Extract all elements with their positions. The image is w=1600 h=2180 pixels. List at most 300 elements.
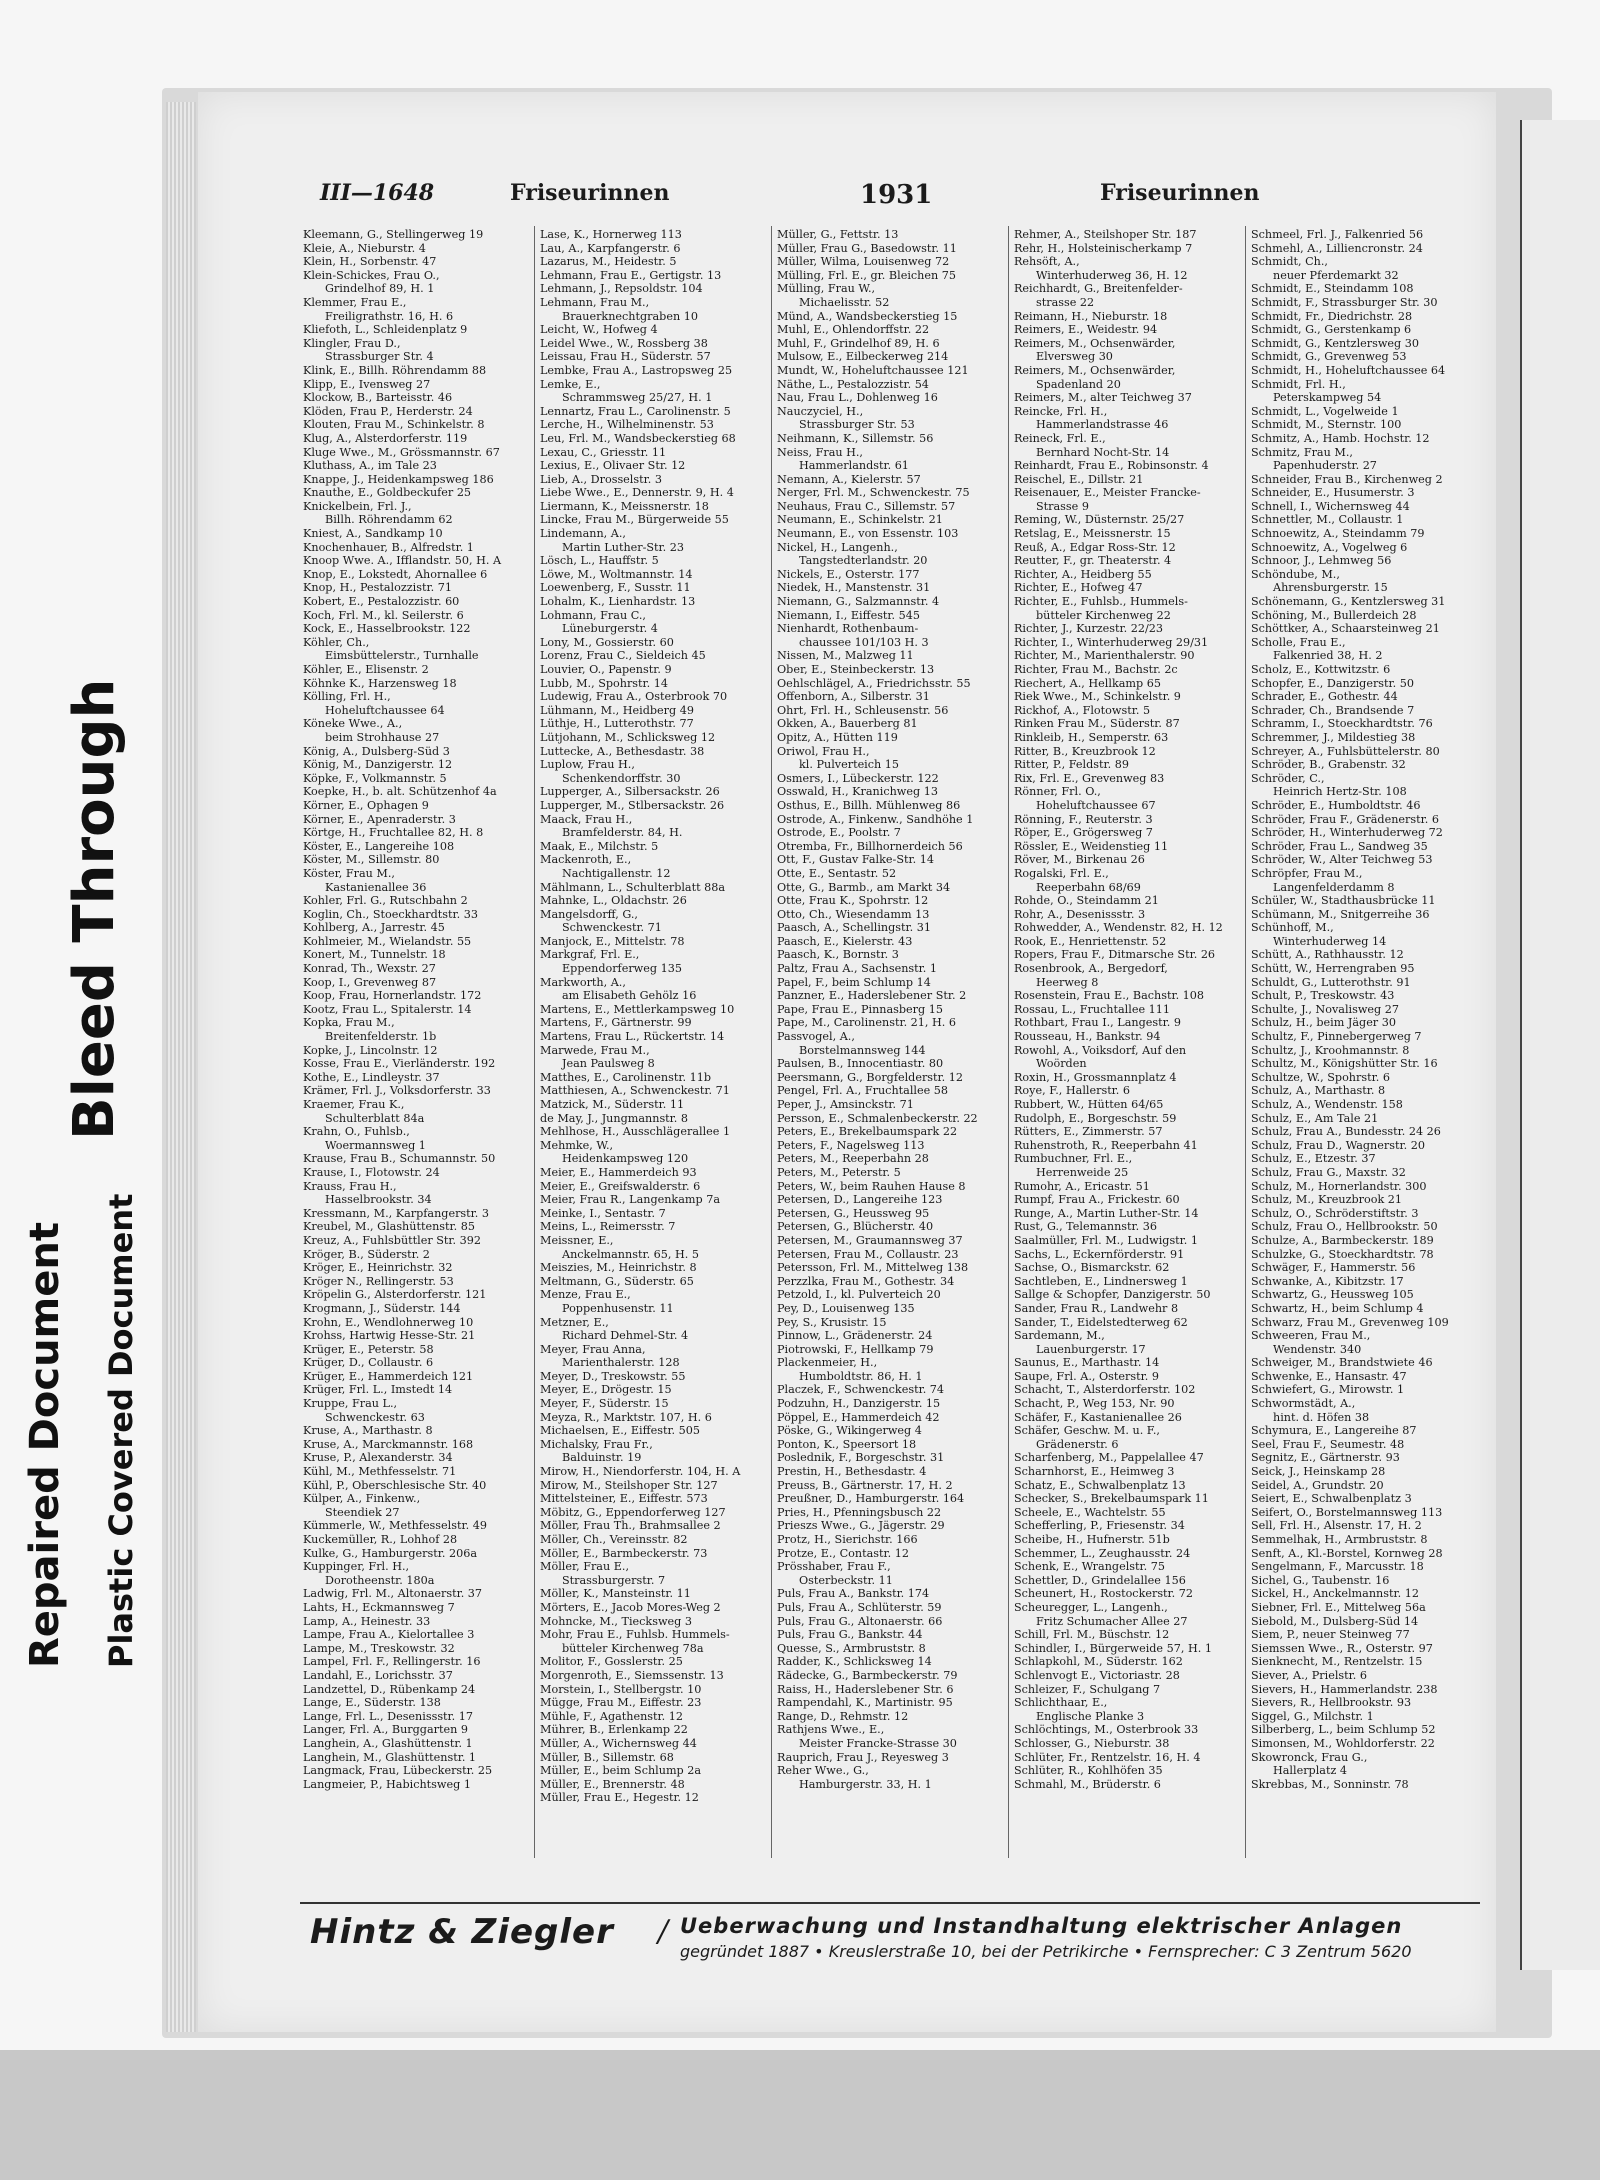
listing-entry: Lütjohann, M., Schlicksweg 12 bbox=[540, 730, 716, 744]
listing-entry: Markworth, A., bbox=[540, 975, 626, 989]
listing-entry: Quesse, S., Armbruststr. 8 bbox=[777, 1641, 926, 1655]
listing-entry: Pöppel, E., Hammerdeich 42 bbox=[777, 1410, 940, 1424]
listing-entry: Siebold, M., Dulsberg-Süd 14 bbox=[1251, 1614, 1419, 1628]
listing-entry: Schlosser, G., Nieburstr. 38 bbox=[1014, 1736, 1170, 1750]
listing-entry: Knochenhauer, B., Alfredstr. 1 bbox=[303, 540, 474, 554]
listing-entry: Mangelsdorff, G., bbox=[540, 907, 638, 921]
listing-entry: Mehlhose, H., Ausschlägerallee 1 bbox=[540, 1125, 731, 1139]
listing-entry: Kopka, Frau M., bbox=[303, 1016, 395, 1030]
listing-entry: Konrad, Th., Wexstr. 27 bbox=[303, 962, 436, 976]
listing-entry: Schwenke, E., Hansastr. 47 bbox=[1251, 1369, 1407, 1383]
listing-continuation: Osterbeckstr. 11 bbox=[799, 1573, 893, 1587]
listing-entry: Schnoewitz, A., Vogelweg 6 bbox=[1251, 540, 1408, 554]
listing-continuation: Bramfelderstr. 84, H. bbox=[562, 826, 683, 840]
listing-continuation: Martin Luther-Str. 23 bbox=[562, 540, 685, 554]
listing-entry: Kruse, P., Alexanderstr. 34 bbox=[303, 1451, 453, 1465]
listing-continuation: kl. Pulverteich 15 bbox=[799, 758, 900, 772]
listing-entry: Kohlberg, A., Jarrestr. 45 bbox=[303, 921, 445, 935]
listing-entry: Kreubel, M., Glashüttenstr. 85 bbox=[303, 1220, 475, 1234]
listing-entry: Näthe, L., Pestalozzistr. 54 bbox=[777, 377, 929, 391]
listing-entry: Reher Wwe., G., bbox=[777, 1764, 869, 1778]
listing-entry: Rowohl, A., Voiksdorf, Auf den bbox=[1014, 1043, 1187, 1057]
listing-continuation: Spadenland 20 bbox=[1036, 377, 1121, 391]
listing-entry: Schröder, C., bbox=[1251, 771, 1325, 785]
listing-entry: Siever, A., Prielstr. 6 bbox=[1251, 1668, 1368, 1682]
listing-entry: Schulz, Frau O., Hellbrookstr. 50 bbox=[1251, 1220, 1438, 1234]
listing-entry: Schmitz, Frau M., bbox=[1251, 445, 1353, 459]
listing-entry: Seifert, O., Borstelmannsweg 113 bbox=[1251, 1505, 1443, 1519]
listing-entry: Prestin, H., Bethesdastr. 4 bbox=[777, 1465, 927, 1479]
listing-entry: Nauczyciel, H., bbox=[777, 404, 864, 418]
listing-entry: Sievers, H., Hammerlandstr. 238 bbox=[1251, 1682, 1438, 1696]
listing-entry: Nickel, H., Langenh., bbox=[777, 540, 898, 554]
listing-entry: Kröger, E., Heinrichstr. 32 bbox=[303, 1261, 453, 1275]
header-year: 1931 bbox=[860, 180, 933, 210]
listing-continuation: Brauerknechtgraben 10 bbox=[562, 309, 698, 323]
listing-entry: Louvier, O., Papenstr. 9 bbox=[540, 663, 672, 676]
listing-entry: Schmitz, A., Hamb. Hochstr. 12 bbox=[1251, 431, 1430, 445]
listing-entry: Schäfer, F., Kastanienallee 26 bbox=[1014, 1410, 1182, 1424]
listing-entry: Morstein, I., Stellbergstr. 10 bbox=[540, 1682, 702, 1696]
listing-entry: Schwarz, Frau M., Grevenweg 109 bbox=[1251, 1315, 1449, 1329]
listing-continuation: Freiligrathstr. 16, H. 6 bbox=[325, 309, 454, 323]
listing-entry: Rinken Frau M., Süderstr. 87 bbox=[1014, 717, 1180, 731]
listing-continuation: chaussee 101/103 H. 3 bbox=[799, 635, 929, 649]
listing-entry: Persson, E., Schmalenbeckerstr. 22 bbox=[777, 1111, 978, 1125]
listing-entry: Martens, E., Mettlerkampsweg 10 bbox=[540, 1002, 735, 1016]
listing-entry: Seiert, E., Schwalbenplatz 3 bbox=[1251, 1492, 1412, 1506]
listing-entry: Röper, E., Grögersweg 7 bbox=[1014, 826, 1153, 840]
listing-entry: Klipp, E., Ivensweg 27 bbox=[303, 377, 431, 391]
listing-entry: Rosenstein, Frau E., Bachstr. 108 bbox=[1014, 989, 1205, 1003]
listing-continuation: Strassburger Str. 53 bbox=[799, 418, 915, 432]
listing-continuation: Hammerlandstrasse 46 bbox=[1036, 418, 1169, 432]
listing-entry: Klöden, Frau P., Herderstr. 24 bbox=[303, 404, 473, 418]
listing-entry: Sallge & Schopfer, Danzigerstr. 50 bbox=[1014, 1288, 1211, 1302]
listing-entry: Schneider, Frau B., Kirchenweg 2 bbox=[1251, 472, 1443, 486]
listing-entry: Schulz, M., Kreuzbrook 21 bbox=[1251, 1193, 1403, 1207]
listing-entry: Kölling, Frl. H., bbox=[303, 690, 391, 704]
ad-details: gegründet 1887 • Kreuslerstraße 10, bei der Petrikirche • Fernsprecher: C 3 Zentrum 5620 bbox=[680, 1942, 1412, 1961]
listing-continuation: Marienthalerstr. 128 bbox=[562, 1356, 680, 1370]
listing-entry: Schröder, Frau F., Grädenerstr. 6 bbox=[1251, 812, 1439, 826]
listing-entry: Krüger, Frl. L., Imstedt 14 bbox=[303, 1383, 453, 1397]
listing-entry: Knappe, J., Heidenkampsweg 186 bbox=[303, 472, 494, 486]
listing-entry: Lerche, H., Wilhelminenstr. 53 bbox=[540, 418, 714, 432]
listing-entry: Paasch, K., Bornstr. 3 bbox=[777, 948, 899, 962]
listing-entry: Kohlmeier, M., Wielandstr. 55 bbox=[303, 934, 472, 948]
listing-continuation: Humboldtstr. 86, H. 1 bbox=[799, 1369, 923, 1383]
directory-column-5 bbox=[1251, 228, 1477, 1858]
listing-entry: Pey, D., Louisenweg 135 bbox=[777, 1301, 915, 1315]
listing-entry: Kopke, J., Lincolnstr. 12 bbox=[303, 1043, 438, 1057]
listing-entry: Rix, Frl. E., Grevenweg 83 bbox=[1014, 771, 1165, 785]
listing-entry: Richter, A., Heidberg 55 bbox=[1014, 567, 1152, 581]
listing-entry: Müller, E., Brennerstr. 48 bbox=[540, 1777, 685, 1791]
listing-entry: Schöndube, M., bbox=[1251, 567, 1340, 581]
directory-column-4 bbox=[1014, 228, 1240, 1858]
listing-entry: Rehr, H., Holsteinischerkamp 7 bbox=[1014, 241, 1193, 255]
bleed-through-label: Bleed Through bbox=[62, 678, 127, 1140]
listing-entry: Reischel, E., Dillstr. 21 bbox=[1014, 472, 1144, 486]
listing-entry: Köhler, E., Elisenstr. 2 bbox=[303, 663, 429, 676]
listing-entry: Sickel, H., Anckelmannstr. 12 bbox=[1251, 1587, 1419, 1601]
ad-brand: Hintz & Ziegler bbox=[310, 1912, 614, 1952]
listing-entry: Martens, Frau L., Rückertstr. 14 bbox=[540, 1030, 725, 1044]
column-divider bbox=[1245, 226, 1246, 1858]
listing-entry: Scholz, E., Kottwitzstr. 6 bbox=[1251, 663, 1391, 676]
listing-entry: Prösshaber, Frau F., bbox=[777, 1560, 891, 1574]
listing-entry: Lamp, A., Heinestr. 33 bbox=[303, 1614, 431, 1628]
listing-entry: Paasch, E., Kielerstr. 43 bbox=[777, 934, 913, 948]
listing-continuation: Winterhuderweg 36, H. 12 bbox=[1036, 268, 1188, 282]
listing-entry: Schulz, A., Wendenstr. 158 bbox=[1251, 1098, 1403, 1111]
listing-entry: Schröder, B., Grabenstr. 32 bbox=[1251, 758, 1406, 772]
listing-entry: Scheunert, H., Rostockerstr. 72 bbox=[1014, 1587, 1194, 1601]
listing-entry: Schulz, O., Schröderstiftstr. 3 bbox=[1251, 1206, 1419, 1220]
listing-entry: Meyer, E., Drögestr. 15 bbox=[540, 1383, 672, 1397]
listing-entry: Pey, S., Krusistr. 15 bbox=[777, 1315, 887, 1329]
listing-entry: Markgraf, Frl. E., bbox=[540, 948, 640, 962]
listing-entry: Krogmann, J., Süderstr. 144 bbox=[303, 1301, 461, 1315]
listing-entry: Simonsen, M., Wohldorferstr. 22 bbox=[1251, 1736, 1435, 1750]
listing-entry: Peters, M., Reeperbahn 28 bbox=[777, 1152, 929, 1166]
listing-entry: Schütt, W., Herrengraben 95 bbox=[1251, 962, 1415, 976]
page-stack-edges bbox=[166, 102, 196, 2032]
listing-entry: Krüger, E., Hammerdeich 121 bbox=[303, 1369, 474, 1383]
listing-entry: Reinhardt, Frau E., Robinsonstr. 4 bbox=[1014, 459, 1209, 473]
listing-continuation: Wendenstr. 340 bbox=[1273, 1342, 1362, 1356]
listing-continuation: Winterhuderweg 14 bbox=[1273, 934, 1387, 948]
listing-entry: Reincke, Frl. H., bbox=[1014, 404, 1108, 418]
listing-entry: Koglin, Ch., Stoeckhardtstr. 33 bbox=[303, 907, 479, 921]
listing-continuation: Hasselbrookstr. 34 bbox=[325, 1193, 432, 1207]
listing-entry: Schefferling, P., Friesenstr. 34 bbox=[1014, 1519, 1185, 1533]
listing-entry: Kleemann, G., Stellingerweg 19 bbox=[303, 228, 484, 241]
repaired-document-label: Repaired Document bbox=[22, 1222, 68, 1668]
listing-entry: Röver, M., Birkenau 26 bbox=[1014, 853, 1145, 867]
listing-entry: Meins, L., Reimersstr. 7 bbox=[540, 1220, 676, 1234]
listing-continuation: Elversweg 30 bbox=[1036, 350, 1113, 364]
listing-entry: Muhl, F., Grindelhof 89, H. 6 bbox=[777, 336, 940, 350]
listing-entry: Knauthe, E., Goldbeckufer 25 bbox=[303, 486, 472, 500]
listing-entry: Möller, K., Mansteinstr. 11 bbox=[540, 1587, 691, 1601]
listing-entry: Poslednik, F., Borgeschstr. 31 bbox=[777, 1451, 945, 1465]
listing-entry: Rothbart, Frau I., Langestr. 9 bbox=[1014, 1016, 1181, 1030]
listing-entry: Lange, E., Süderstr. 138 bbox=[303, 1696, 441, 1710]
listing-entry: Nemann, A., Kielerstr. 57 bbox=[777, 472, 921, 486]
listing-entry: Kosse, Frau E., Vierländerstr. 192 bbox=[303, 1057, 496, 1071]
listing-entry: Meissner, E., bbox=[540, 1233, 614, 1247]
listing-entry: Scheele, E., Wachtelstr. 55 bbox=[1014, 1505, 1166, 1519]
listing-entry: Matthes, E., Carolinenstr. 11b bbox=[540, 1070, 711, 1084]
listing-entry: Kressmann, M., Karpfangerstr. 3 bbox=[303, 1206, 490, 1220]
listing-entry: Kothe, E., Lindleystr. 37 bbox=[303, 1070, 440, 1084]
listing-entry: Köhnke K., Harzensweg 18 bbox=[303, 676, 457, 690]
listing-entry: Kreuz, A., Fuhlsbüttler Str. 392 bbox=[303, 1233, 481, 1247]
listing-entry: Schmidt, H., Hoheluftchaussee 64 bbox=[1251, 363, 1446, 377]
listing-entry: Protze, E., Contastr. 12 bbox=[777, 1546, 909, 1560]
directory-column-1 bbox=[303, 228, 529, 1858]
listing-entry: Schmeel, Frl. J., Falkenried 56 bbox=[1251, 228, 1424, 241]
listing-entry: Müller, A., Wichernsweg 44 bbox=[540, 1736, 697, 1750]
listing-entry: Silberberg, L., beim Schlump 52 bbox=[1251, 1723, 1436, 1737]
listing-entry: Reineck, Frl. E., bbox=[1014, 431, 1106, 445]
listing-entry: Neumann, E., Schinkelstr. 21 bbox=[777, 513, 943, 527]
listing-entry: Petersen, G., Heussweg 95 bbox=[777, 1206, 930, 1220]
listing-entry: Ropers, Frau F., Ditmarsche Str. 26 bbox=[1014, 948, 1216, 962]
listing-entry: Schulz, M., Hornerlandstr. 300 bbox=[1251, 1179, 1427, 1193]
listing-entry: Reichhardt, G., Breitenfelder- bbox=[1014, 282, 1183, 296]
listing-entry: Saunus, E., Marthastr. 14 bbox=[1014, 1356, 1160, 1370]
listing-entry: Petersen, D., Langereihe 123 bbox=[777, 1193, 943, 1207]
listing-entry: Lazarus, M., Heidestr. 5 bbox=[540, 255, 677, 269]
listing-entry: Rathjens Wwe., E., bbox=[777, 1723, 885, 1737]
listing-entry: Schlüter, R., Kohlhöfen 35 bbox=[1014, 1764, 1163, 1778]
listing-entry: Paasch, A., Schellingstr. 31 bbox=[777, 921, 931, 935]
listing-entry: Siebner, Frl. E., Mittelweg 56a bbox=[1251, 1600, 1426, 1614]
listing-entry: Ladwig, Frl. M., Altonaerstr. 37 bbox=[303, 1587, 483, 1601]
listing-entry: Müller, Wilma, Louisenweg 72 bbox=[777, 255, 950, 269]
listing-entry: de May, J., Jungmannstr. 8 bbox=[540, 1111, 689, 1125]
header-title-left: Friseurinnen bbox=[510, 180, 670, 206]
listing-entry: Rehsöft, A., bbox=[1014, 255, 1080, 269]
listing-entry: Reutter, F., gr. Theaterstr. 4 bbox=[1014, 554, 1172, 568]
listing-continuation: Poppenhusenstr. 11 bbox=[562, 1301, 674, 1315]
listing-entry: Schultz, F., Pinnebergerweg 7 bbox=[1251, 1030, 1422, 1044]
listing-entry: Külper, A., Finkenw., bbox=[303, 1492, 421, 1506]
listing-entry: Schüler, W., Stadthausbrücke 11 bbox=[1251, 894, 1436, 908]
listing-entry: Petzold, I., kl. Pulverteich 20 bbox=[777, 1288, 941, 1302]
listing-entry: Neuhaus, Frau C., Sillemstr. 57 bbox=[777, 499, 956, 513]
listing-entry: Kuppinger, Frl. H., bbox=[303, 1560, 410, 1574]
listing-entry: Langmeier, P., Habichtsweg 1 bbox=[303, 1777, 471, 1791]
listing-continuation: Michaelisstr. 52 bbox=[799, 295, 890, 309]
listing-entry: Leissau, Frau H., Süderstr. 57 bbox=[540, 350, 711, 364]
listing-entry: Scharfenberg, M., Pappelallee 47 bbox=[1014, 1451, 1204, 1465]
listing-entry: Lühmann, M., Heidberg 49 bbox=[540, 703, 694, 717]
listing-entry: Michaelsen, E., Eiffestr. 505 bbox=[540, 1424, 701, 1438]
listing-entry: Rudolph, E., Borgeschstr. 59 bbox=[1014, 1111, 1177, 1125]
listing-entry: Pries, H., Pfenningsbusch 22 bbox=[777, 1505, 942, 1519]
listing-entry: Petersen, Frau M., Collaustr. 23 bbox=[777, 1247, 959, 1261]
listing-entry: Mehmke, W., bbox=[540, 1138, 614, 1152]
listing-entry: Rousseau, H., Bankstr. 94 bbox=[1014, 1030, 1161, 1044]
listing-entry: Segnitz, E., Gärtnerstr. 93 bbox=[1251, 1451, 1400, 1465]
listing-entry: Koepke, H., b. alt. Schützenhof 4a bbox=[303, 785, 497, 799]
listing-entry: Meier, E., Greifswalderstr. 6 bbox=[540, 1179, 701, 1193]
listing-entry: Sienknecht, M., Rentzelstr. 15 bbox=[1251, 1655, 1423, 1669]
listing-entry: Langmack, Frau, Lübeckerstr. 25 bbox=[303, 1764, 493, 1778]
listing-entry: Ohrt, Frl. H., Schleusenstr. 56 bbox=[777, 703, 949, 717]
listing-entry: Paltz, Frau A., Sachsenstr. 1 bbox=[777, 962, 938, 976]
listing-entry: Klingler, Frau D., bbox=[303, 336, 401, 350]
listing-entry: Mahnke, L., Oldachstr. 26 bbox=[540, 894, 687, 908]
listing-entry: Richter, I., Winterhuderweg 29/31 bbox=[1014, 635, 1209, 649]
listing-continuation: Reeperbahn 68/69 bbox=[1036, 880, 1141, 894]
listing-entry: Lohalm, K., Lienhardstr. 13 bbox=[540, 595, 696, 609]
listing-entry: Rubbert, W., Hütten 64/65 bbox=[1014, 1098, 1164, 1111]
listing-entry: Schwäger, F., Hammerstr. 56 bbox=[1251, 1261, 1416, 1275]
listing-entry: Schröder, W., Alter Teichweg 53 bbox=[1251, 853, 1433, 867]
listing-continuation: Eimsbüttelerstr., Turnhalle bbox=[325, 649, 479, 663]
listing-entry: Richter, M., Marienthalerstr. 90 bbox=[1014, 649, 1195, 663]
listing-entry: Meyer, Frau Anna, bbox=[540, 1342, 646, 1356]
listing-entry: Kuckemüller, R., Lohhof 28 bbox=[303, 1533, 458, 1546]
listing-entry: Kootz, Frau L., Spitalerstr. 14 bbox=[303, 1002, 472, 1016]
listing-entry: Schröder, Frau L., Sandweg 35 bbox=[1251, 839, 1428, 853]
listing-entry: Lampe, Frau A., Kielortallee 3 bbox=[303, 1628, 475, 1642]
listing-entry: Lange, Frl. L., Desenissstr. 17 bbox=[303, 1709, 474, 1723]
listing-entry: Liermann, K., Meissnerstr. 18 bbox=[540, 499, 709, 513]
listing-entry: Rinkleib, H., Semperstr. 63 bbox=[1014, 730, 1169, 744]
listing-entry: Schymura, E., Langereihe 87 bbox=[1251, 1424, 1417, 1438]
listing-entry: Prieszs Wwe., G., Jägerstr. 29 bbox=[777, 1519, 945, 1533]
listing-entry: Reimann, H., Nieburstr. 18 bbox=[1014, 309, 1168, 323]
listing-entry: Peters, W., beim Rauhen Hause 8 bbox=[777, 1179, 966, 1193]
listing-entry: Nickels, E., Osterstr. 177 bbox=[777, 567, 920, 581]
listing-entry: Mulsow, E., Eilbeckerweg 214 bbox=[777, 350, 949, 364]
listing-entry: Lincke, Frau M., Bürgerweide 55 bbox=[540, 513, 729, 527]
column-divider bbox=[534, 226, 535, 1858]
listing-entry: Preuss, B., Gärtnerstr. 17, H. 2 bbox=[777, 1478, 953, 1492]
listing-continuation: Bernhard Nocht-Str. 14 bbox=[1036, 445, 1170, 459]
listing-entry: Rohde, O., Steindamm 21 bbox=[1014, 894, 1159, 908]
listing-entry: Maak, E., Milchstr. 5 bbox=[540, 839, 659, 853]
listing-continuation: Englische Planke 3 bbox=[1036, 1709, 1145, 1723]
listing-entry: Knickelbein, Frl. J., bbox=[303, 499, 412, 513]
listing-entry: Mülling, Frl. E., gr. Bleichen 75 bbox=[777, 268, 956, 282]
listing-entry: Schweeren, Frau M., bbox=[1251, 1329, 1371, 1343]
page-header bbox=[320, 180, 1260, 210]
listing-entry: Rust, G., Telemannstr. 36 bbox=[1014, 1220, 1157, 1234]
listing-entry: Schmidt, Fr., Diedrichstr. 28 bbox=[1251, 309, 1413, 323]
listing-continuation: Lüneburgerstr. 4 bbox=[562, 622, 658, 636]
listing-entry: Scheibe, H., Hufnerstr. 51b bbox=[1014, 1533, 1170, 1546]
listing-continuation: strasse 22 bbox=[1036, 295, 1095, 309]
listing-continuation: Steendiek 27 bbox=[325, 1505, 400, 1519]
listing-entry: Lennartz, Frau L., Carolinenstr. 5 bbox=[540, 404, 731, 418]
listing-entry: Krause, Frau B., Schumannstr. 50 bbox=[303, 1152, 496, 1166]
listing-continuation: Eppendorferweg 135 bbox=[562, 962, 682, 976]
listing-entry: Knoop Wwe. A., Ifflandstr. 50, H. A bbox=[303, 554, 502, 568]
listing-entry: Müller, G., Fettstr. 13 bbox=[777, 228, 899, 241]
listing-entry: Reimers, M., Ochsenwärder, bbox=[1014, 336, 1176, 350]
listing-entry: Köster, M., Sillemstr. 80 bbox=[303, 853, 440, 867]
listing-entry: Schecker, S., Brekelbaumspark 11 bbox=[1014, 1492, 1209, 1506]
listing-entry: Lexau, C., Griesstr. 11 bbox=[540, 445, 667, 459]
listing-entry: Klemmer, Frau E., bbox=[303, 295, 407, 309]
listing-entry: Reuß, A., Edgar Ross-Str. 12 bbox=[1014, 540, 1176, 554]
listing-entry: Rädecke, G., Barmbeckerstr. 79 bbox=[777, 1668, 958, 1682]
column-divider bbox=[771, 226, 772, 1858]
listing-entry: Rohwedder, A., Wendenstr. 82, H. 12 bbox=[1014, 921, 1223, 935]
listing-entry: Rogalski, Frl. E., bbox=[1014, 866, 1109, 880]
ad-separator: / bbox=[658, 1914, 669, 1949]
listing-continuation: Kastanienallee 36 bbox=[325, 880, 427, 894]
listing-entry: Schönemann, G., Kentzlersweg 31 bbox=[1251, 595, 1446, 609]
listing-entry: Rönner, Frl. O., bbox=[1014, 785, 1101, 799]
listing-entry: Semmelhak, H., Armbruststr. 8 bbox=[1251, 1533, 1428, 1546]
listing-entry: Schlöchtings, M., Osterbrook 33 bbox=[1014, 1723, 1199, 1737]
listing-entry: Mörters, E., Jacob Mores-Weg 2 bbox=[540, 1600, 721, 1614]
listing-entry: Schultz, M., Königshütter Str. 16 bbox=[1251, 1057, 1438, 1071]
listing-entry: Retslag, E., Meissnerstr. 15 bbox=[1014, 527, 1171, 541]
listing-entry: Sachs, L., Eckernförderstr. 91 bbox=[1014, 1247, 1185, 1261]
listing-entry: Nerger, Frl. M., Schwenckestr. 75 bbox=[777, 486, 970, 500]
listing-entry: Meltmann, G., Süderstr. 65 bbox=[540, 1274, 694, 1288]
listing-continuation: Heerweg 8 bbox=[1036, 975, 1099, 989]
listing-entry: Konert, M., Tunnelstr. 18 bbox=[303, 948, 446, 962]
listing-entry: Neihmann, K., Sillemstr. 56 bbox=[777, 431, 934, 445]
listing-entry: Range, D., Rehmstr. 12 bbox=[777, 1709, 909, 1723]
listing-entry: Rauprich, Frau J., Reyesweg 3 bbox=[777, 1750, 949, 1764]
listing-entry: Schulz, H., beim Jäger 30 bbox=[1251, 1016, 1396, 1030]
listing-entry: Peper, J., Amsinckstr. 71 bbox=[777, 1098, 914, 1111]
listing-entry: Lehmann, Frau E., Gertigstr. 13 bbox=[540, 268, 722, 282]
listing-entry: Kluge Wwe., M., Grössmannstr. 67 bbox=[303, 445, 500, 459]
listing-continuation: Grädenerstr. 6 bbox=[1036, 1437, 1119, 1451]
page-number: III—1648 bbox=[320, 180, 435, 206]
listing-entry: Schulzke, G., Stoeckhardtstr. 78 bbox=[1251, 1247, 1434, 1261]
listing-entry: Schwartz, H., beim Schlump 4 bbox=[1251, 1301, 1424, 1315]
listing-entry: Mittelsteiner, E., Eiffestr. 573 bbox=[540, 1492, 708, 1506]
listing-entry: Schlapkohl, M., Süderstr. 162 bbox=[1014, 1655, 1183, 1669]
listing-entry: Osswald, H., Kranichweg 13 bbox=[777, 785, 938, 799]
listing-entry: Nau, Frau L., Dohlenweg 16 bbox=[777, 391, 938, 405]
listing-entry: Müller, Frau E., Hegestr. 12 bbox=[540, 1791, 699, 1805]
listing-entry: Reisenauer, E., Meister Francke- bbox=[1014, 486, 1201, 500]
listing-entry: Neiss, Frau H., bbox=[777, 445, 863, 459]
ad-headline: Ueberwachung und Instandhaltung elektrischer Anlagen bbox=[680, 1914, 1403, 1938]
listing-entry: Schwormstädt, A., bbox=[1251, 1397, 1356, 1411]
listing-entry: Matzick, M., Süderstr. 11 bbox=[540, 1098, 685, 1111]
listing-entry: Otte, E., Sentastr. 52 bbox=[777, 866, 897, 880]
listing-continuation: Falkenried 38, H. 2 bbox=[1273, 649, 1383, 663]
listing-entry: Metzner, E., bbox=[540, 1315, 609, 1329]
listing-entry: Marwede, Frau M., bbox=[540, 1043, 650, 1057]
listing-continuation: Anckelmannstr. 65, H. 5 bbox=[562, 1247, 700, 1261]
listing-entry: Rosenbrook, A., Bergedorf, bbox=[1014, 962, 1168, 976]
listing-entry: Riechert, A., Hellkamp 65 bbox=[1014, 676, 1161, 690]
listing-entry: Löwe, M., Woltmannstr. 14 bbox=[540, 567, 693, 581]
listing-entry: Passvogel, A., bbox=[777, 1030, 855, 1044]
directory-column-2 bbox=[540, 228, 766, 1858]
listing-continuation: Strassburger Str. 4 bbox=[325, 350, 434, 364]
listing-entry: Mügge, Frau M., Eiffestr. 23 bbox=[540, 1696, 702, 1710]
listing-entry: Langhein, A., Glashüttenstr. 1 bbox=[303, 1736, 473, 1750]
listing-entry: Mundt, W., Hoheluftchaussee 121 bbox=[777, 363, 969, 377]
listing-entry: Sardemann, M., bbox=[1014, 1329, 1105, 1343]
listing-entry: Kühl, M., Methfesselstr. 71 bbox=[303, 1465, 457, 1479]
listing-entry: Schmidt, G., Gerstenkamp 6 bbox=[1251, 323, 1412, 337]
listing-entry: Kliefoth, L., Schleidenplatz 9 bbox=[303, 323, 468, 337]
listing-entry: Schweiger, M., Brandstwiete 46 bbox=[1251, 1356, 1433, 1370]
listing-entry: Schmidt, G., Kentzlersweg 30 bbox=[1251, 336, 1420, 350]
listing-entry: Möbitz, G., Eppendorferweg 127 bbox=[540, 1505, 726, 1519]
listing-continuation: Richard Dehmel-Str. 4 bbox=[562, 1329, 689, 1343]
listing-entry: Lampel, Frl. F., Rellingerstr. 16 bbox=[303, 1655, 481, 1669]
listing-entry: Pape, M., Carolinenstr. 21, H. 6 bbox=[777, 1016, 957, 1030]
listing-entry: Osthus, E., Billh. Mühlenweg 86 bbox=[777, 798, 961, 812]
listing-entry: Rohr, A., Desenissstr. 3 bbox=[1014, 907, 1146, 921]
listing-entry: Scharnhorst, E., Heimweg 3 bbox=[1014, 1465, 1175, 1479]
listing-entry: Knop, H., Pestalozzistr. 71 bbox=[303, 581, 452, 595]
listing-continuation: Woermannsweg 1 bbox=[325, 1138, 426, 1152]
listing-entry: Ostrode, A., Finkenw., Sandhöhe 1 bbox=[777, 812, 974, 826]
listing-entry: Langhein, M., Glashüttenstr. 1 bbox=[303, 1750, 477, 1764]
listing-entry: Otremba, Fr., Billhornerdeich 56 bbox=[777, 839, 963, 853]
